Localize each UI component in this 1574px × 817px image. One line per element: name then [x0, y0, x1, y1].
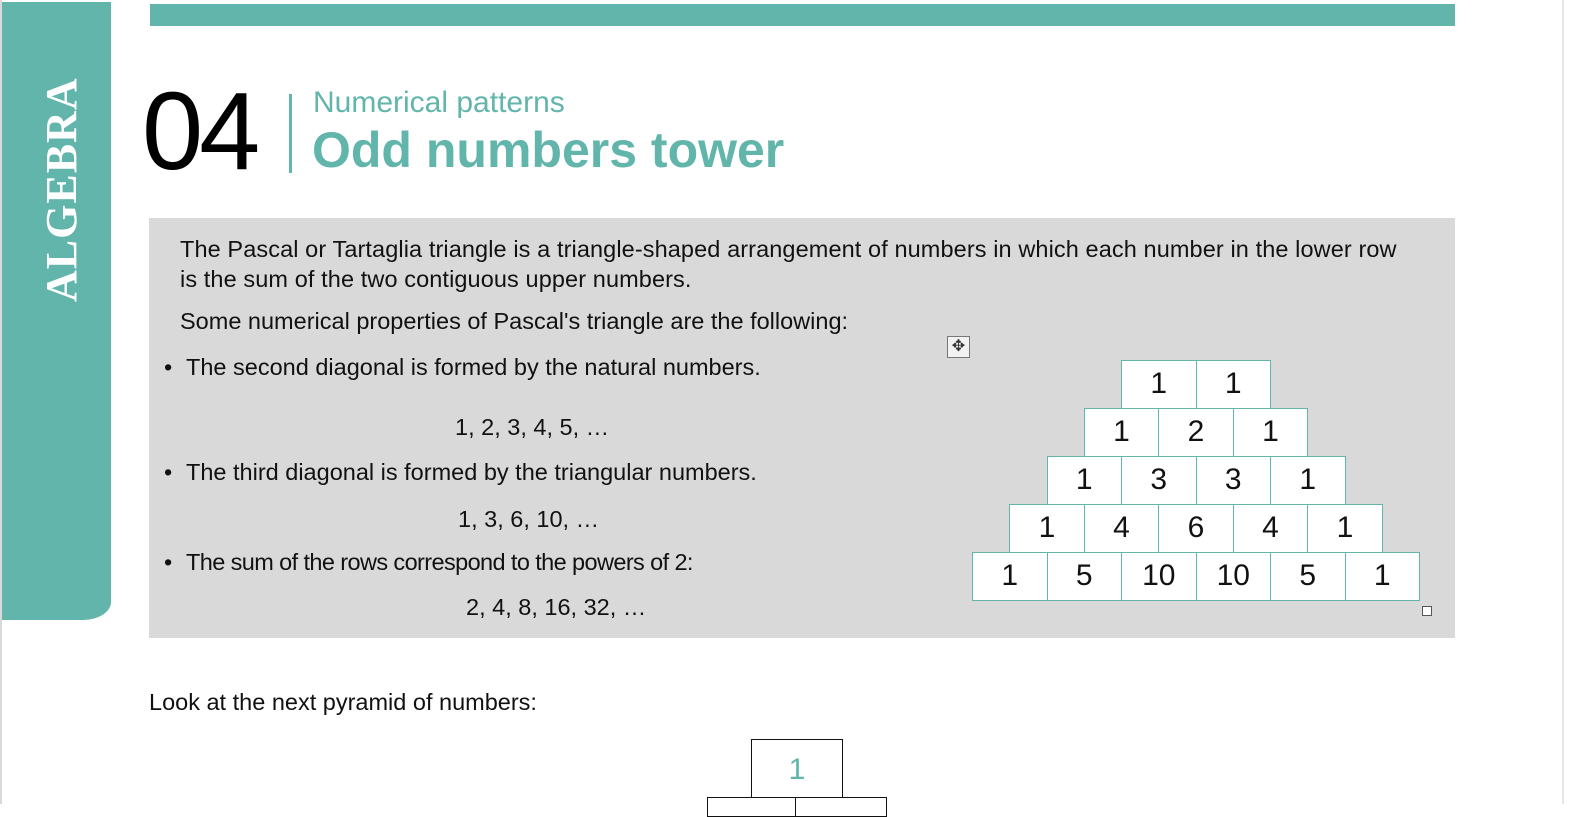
pascal-cell[interactable]: 5: [1047, 552, 1123, 601]
title-divider: [289, 94, 292, 173]
pascal-cell[interactable]: 1: [1307, 504, 1383, 553]
pascal-cell[interactable]: 3: [1196, 456, 1272, 505]
pascal-cell[interactable]: 1: [1233, 408, 1309, 457]
chapter-number: 04: [142, 70, 257, 193]
property-text: The second diagonal is formed by the natural numbers.: [186, 354, 761, 380]
section-subtitle: Numerical patterns: [313, 86, 565, 119]
property-item: [164, 457, 757, 487]
pascal-cell[interactable]: 1: [972, 552, 1048, 601]
pascal-cell[interactable]: 1: [1009, 504, 1085, 553]
property-text: The third diagonal is formed by the triangular numbers.: [186, 459, 757, 485]
chapter-side-tab: [2, 2, 111, 620]
pyramid-cell[interactable]: [795, 797, 887, 817]
property-sequence: 2, 4, 8, 16, 32, …: [466, 594, 647, 620]
pascal-cell[interactable]: 1: [1121, 360, 1197, 409]
page-title: Odd numbers tower: [312, 122, 785, 178]
pascal-cell[interactable]: 1: [1345, 552, 1421, 601]
property-sequence: 1, 3, 6, 10, …: [458, 506, 600, 532]
pyramid-cell[interactable]: 1: [751, 739, 843, 799]
properties-heading: Some numerical properties of Pascal's triangle are the following:: [180, 308, 849, 334]
pascal-cell[interactable]: 6: [1158, 504, 1234, 553]
pascal-cell[interactable]: 1: [1084, 408, 1160, 457]
pyramid-cell[interactable]: [707, 797, 797, 817]
property-sequence: 1, 2, 3, 4, 5, …: [455, 414, 610, 440]
property-item: [164, 352, 761, 382]
pascal-cell[interactable]: 1: [1047, 456, 1123, 505]
intro-paragraph: The Pascal or Tartaglia triangle is a triangle-shaped arrangement of numbers in which each number in the lower row is the sum of the two contiguous upper numbers.: [180, 236, 1397, 292]
property-text: The sum of the rows correspond to the powers of 2:: [186, 549, 693, 575]
move-icon[interactable]: ✥: [947, 336, 970, 358]
pascal-cell[interactable]: 10: [1121, 552, 1197, 601]
pascal-cell[interactable]: 10: [1196, 552, 1272, 601]
pascal-cell[interactable]: 4: [1084, 504, 1160, 553]
page-right-edge: [1562, 0, 1564, 804]
pascal-cell[interactable]: 3: [1121, 456, 1197, 505]
header-bar: [150, 4, 1455, 26]
pascal-cell[interactable]: 1: [1196, 360, 1272, 409]
resize-handle[interactable]: [1422, 606, 1432, 616]
pascal-cell[interactable]: 4: [1233, 504, 1309, 553]
side-tab-label: ALGEBRA: [37, 77, 86, 302]
property-item: [164, 547, 693, 577]
bullet-icon: •: [164, 549, 172, 575]
bullet-icon: •: [164, 459, 173, 485]
exercise-prompt: Look at the next pyramid of numbers:: [149, 689, 537, 715]
bullet-icon: •: [164, 354, 173, 380]
pascal-cell[interactable]: 1: [1270, 456, 1346, 505]
pascal-cell[interactable]: 2: [1158, 408, 1234, 457]
pascal-cell[interactable]: 5: [1270, 552, 1346, 601]
